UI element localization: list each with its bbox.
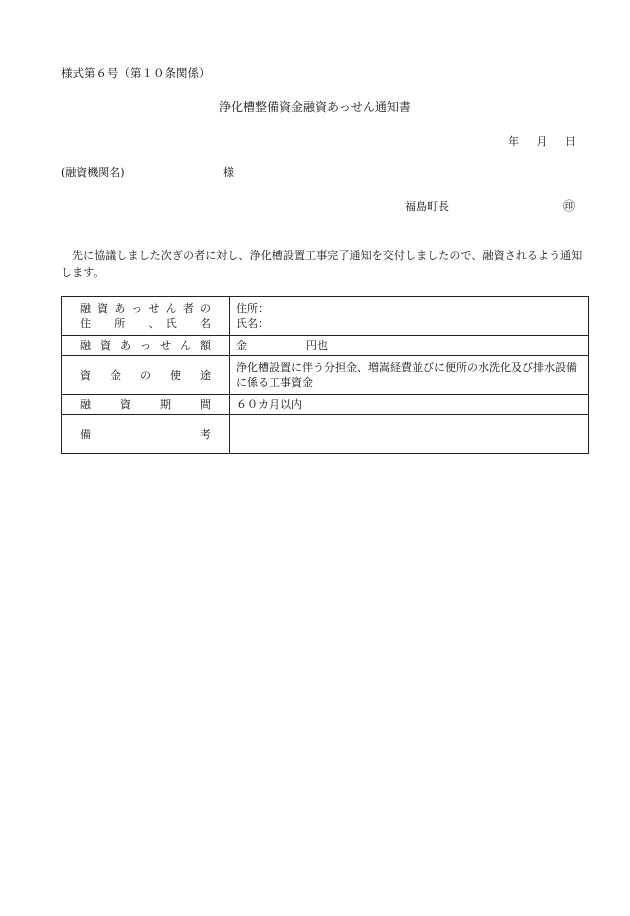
table-row <box>62 415 589 454</box>
amount-prefix: 金 <box>236 339 247 352</box>
label-usage: 資金の使途 <box>62 356 230 395</box>
value-amount <box>230 336 589 356</box>
date-month: 月 <box>536 135 548 148</box>
notice-body: 先に協議しました次ぎの者に対し、浄化槽設置工事完了通知を交付しましたので、融資されるよう通知します。 <box>61 249 583 279</box>
table-row <box>62 356 589 395</box>
label-applicant-line2: 住 所 、氏 名 <box>80 317 211 330</box>
label-amount: 融資あっせん額 <box>62 336 230 356</box>
value-applicant <box>230 297 589 336</box>
form-id: 様式第６号（第１０条関係） <box>61 66 211 80</box>
name-field: 氏名： <box>236 317 269 330</box>
value-usage: 浄化槽設置に伴う分担金、増嵩経費並びに便所の水洗化及び排水設備に係る工事資金 <box>230 356 589 395</box>
date-day: 日 <box>565 135 576 148</box>
document-title: 浄化槽整備資金融資あっせん通知書 <box>219 100 411 114</box>
table-row <box>62 395 589 415</box>
amount-suffix: 円也 <box>306 339 328 352</box>
table-row <box>62 336 589 356</box>
date-line <box>508 136 576 147</box>
label-period: 融資期間 <box>62 395 230 415</box>
address-field: 住所： <box>236 302 269 315</box>
honorific: 様 <box>223 166 234 179</box>
value-remarks <box>230 415 589 454</box>
label-applicant-line1: 融資あっせん者の <box>80 302 211 315</box>
date-year: 年 <box>508 135 519 148</box>
lender-name: (融資機関名) <box>61 166 125 179</box>
label-applicant <box>62 297 230 336</box>
seal-mark: ㊞ <box>563 199 576 213</box>
label-remarks: 備考 <box>62 415 230 454</box>
issuer-title: 福島町長 <box>405 200 449 213</box>
value-period: ６０カ月以内 <box>230 395 589 415</box>
loan-info-table <box>61 296 589 454</box>
table-row <box>62 297 589 336</box>
